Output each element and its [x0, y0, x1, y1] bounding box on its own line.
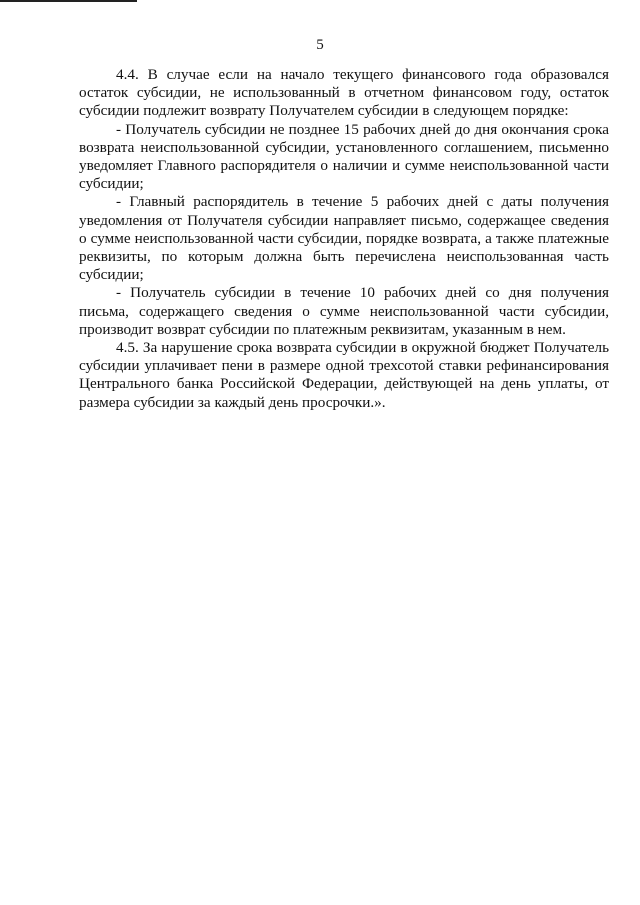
paragraph-4-4: 4.4. В случае если на начало текущего финансового года образовался остаток субсидии, не использованный в отчетном финансовом году, остаток субсидии подлежит возврату Получателем субсидии в следующем порядке:: [79, 66, 609, 120]
paragraph-list-item: - Получатель субсидии в течение 10 рабочих дней со дня получения письма, содержащего сведения о сумме неиспользованной части субсидии, производит возврат субсидии по платежным реквизитам, указанным в нем.: [79, 284, 609, 338]
paragraph-4-5: 4.5. За нарушение срока возврата субсидии в окружной бюджет Получатель субсидии уплачивает пени в размере одной трехсотой ставки рефинансирования Центрального банка Российской Федерации, действующей на день уплаты, от размера субсидии за каждый день просрочки.».: [79, 339, 609, 411]
document-body: [79, 66, 609, 412]
page-number: 5: [316, 37, 324, 53]
top-rule: [0, 0, 137, 2]
paragraph-list-item: - Главный распорядитель в течение 5 рабочих дней с даты получения уведомления от Получателя субсидии направляет письмо, содержащее сведения о сумме неиспользованной части субсидии, порядке возврата, а также платежные реквизиты, по которым должна быть перечислена неиспользованная часть субсидии;: [79, 193, 609, 284]
paragraph-list-item: - Получатель субсидии не позднее 15 рабочих дней до дня окончания срока возврата неиспользованной субсидии, установленного соглашением, письменно уведомляет Главного распорядителя о наличии и сумме неиспользованной части субсидии;: [79, 120, 609, 193]
